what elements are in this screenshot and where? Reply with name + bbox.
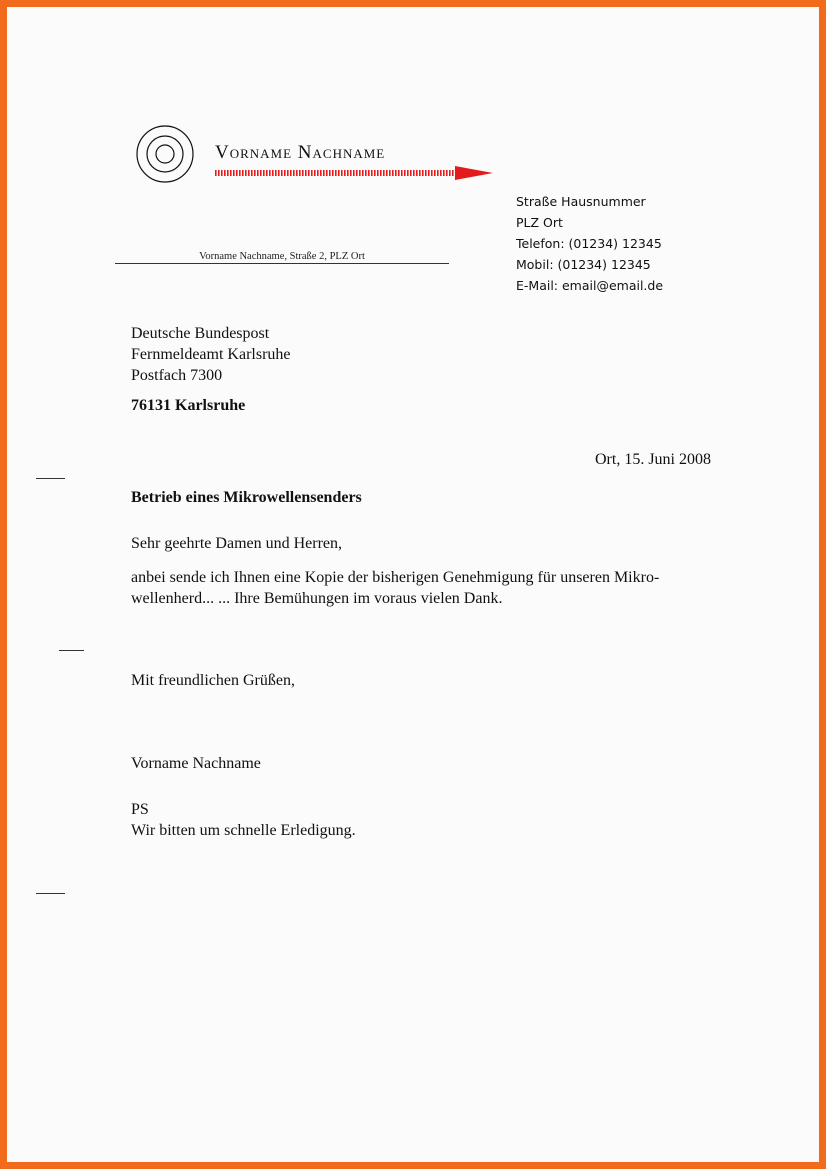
letter-date: Ort, 15. Juni 2008: [595, 451, 711, 468]
return-address-line: Vorname Nachname, Straße 2, PLZ Ort: [115, 251, 449, 264]
postscript: [131, 799, 356, 841]
red-arrow-icon: [215, 164, 495, 182]
body-line-2: wellenherd... ... Ihre Bemühungen im voraus vielen Dank.: [131, 590, 503, 607]
sender-phone: Telefon: (01234) 12345: [516, 236, 662, 251]
recipient-city: 76131 Karlsruhe: [131, 397, 246, 414]
fold-mark-top: [36, 478, 65, 479]
sender-contact-block: [516, 191, 663, 296]
sender-city: PLZ Ort: [516, 215, 563, 230]
fold-mark-bottom: [36, 893, 65, 894]
letterhead-name: Vorname Nachname: [215, 142, 386, 163]
letter-subject: Betrieb eines Mikrowellensenders: [131, 489, 362, 506]
recipient-line-1: Deutsche Bundespost: [131, 325, 270, 342]
salutation: Sehr geehrte Damen und Herren,: [131, 535, 343, 552]
recipient-line-3: Postfach 7300: [131, 367, 223, 384]
recipient-address: [131, 323, 291, 386]
sender-mobile: Mobil: (01234) 12345: [516, 257, 651, 272]
recipient-line-2: Fernmeldeamt Karlsruhe: [131, 346, 291, 363]
letter-body: [131, 567, 711, 609]
concentric-circles-icon: [135, 124, 195, 184]
punch-mark: [59, 650, 84, 651]
postscript-text: Wir bitten um schnelle Erledigung.: [131, 822, 356, 839]
closing: Mit freundlichen Grüßen,: [131, 672, 295, 689]
sender-street: Straße Hausnummer: [516, 194, 646, 209]
body-line-1: anbei sende ich Ihnen eine Kopie der bisherigen Genehmigung für unseren Mikro-: [131, 569, 660, 586]
sender-email: E-Mail: email@email.de: [516, 278, 664, 293]
signature-name: Vorname Nachname: [131, 755, 261, 772]
postscript-label: PS: [131, 801, 149, 818]
